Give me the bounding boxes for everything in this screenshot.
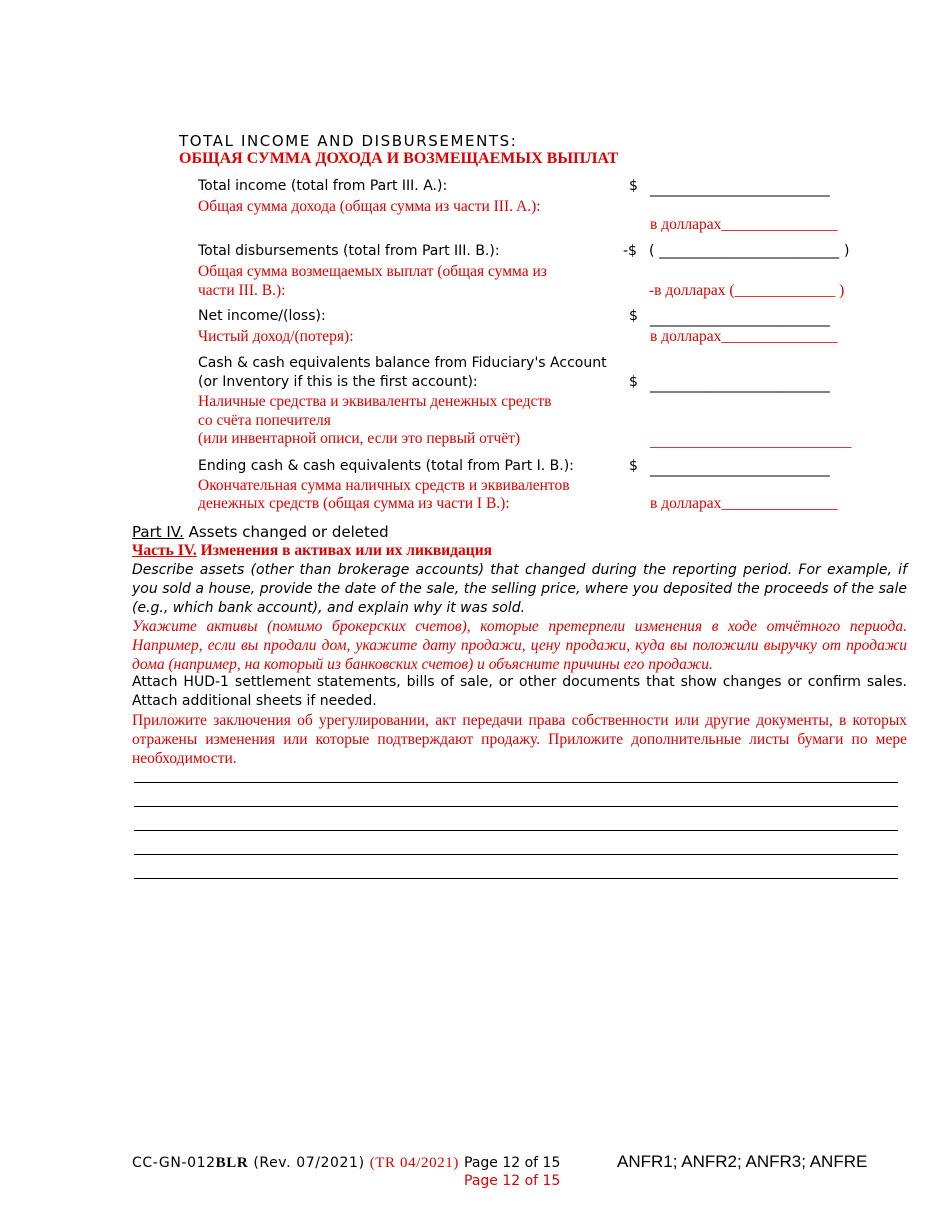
part4-attach-en: Attach HUD-1 settlement statements, bills of sale, or other documents that show changes or confirm sales. Attach additional sheets if needed. — [132, 674, 907, 709]
part4-label-en: Part IV. — [132, 523, 184, 541]
part4-attach-ru: Приложите заключения об урегулировании, акт передачи права собственности или другие документы, в которых отражены изменения или которые подтверждают продажу. Приложите дополнительные листы бумаги по мере необходимости. — [132, 712, 907, 767]
net-income-label-ru: Чистый доход/(потеря): — [198, 328, 354, 345]
total-disbursements-label-ru-1: Общая сумма возмещаемых выплат (общая сумма из — [198, 263, 547, 280]
page-number-en: Page 12 of 15 — [464, 1155, 561, 1171]
total-disbursements-field-ru: -в долларах (_____________ ) — [649, 282, 845, 299]
answer-line[interactable] — [134, 830, 898, 831]
total-disbursements-label-ru-2: части III. B.): — [198, 282, 286, 299]
part4-title-text-ru: Изменения в активах или их ликвидация — [196, 542, 493, 559]
part4-title-en — [132, 523, 389, 541]
dollar-sign: $ — [629, 458, 638, 474]
ending-cash-label-ru-2: денежных средств (общая сумма из части I B.): — [198, 495, 510, 512]
cash-balance-label-en-2: (or Inventory if this is the first account): — [198, 374, 478, 390]
cash-balance-label-en-1: Cash & cash equivalents balance from Fiduciary's Account — [198, 355, 607, 371]
part4-label-ru: Часть IV. — [132, 542, 197, 559]
dollar-sign: $ — [629, 178, 638, 194]
totals-heading-ru: ОБЩАЯ СУММА ДОХОДА И ВОЗМЕЩАЕМЫХ ВЫПЛАТ — [179, 150, 619, 167]
answer-line[interactable] — [134, 806, 898, 807]
minus-dollar-sign: -$ — [623, 243, 637, 259]
part4-title-ru — [132, 542, 492, 560]
part4-title-text-en: Assets changed or deleted — [183, 523, 389, 541]
total-income-label-ru: Общая сумма дохода (общая сумма из части III. A.): — [198, 198, 541, 215]
form-revision: (Rev. 07/2021) — [248, 1155, 370, 1171]
cash-balance-field-ru: __________________________ — [650, 433, 852, 450]
total-income-field[interactable]: _________________________ — [650, 181, 830, 197]
cash-balance-label-ru-3: (или инвентарной описи, если это первый отчёт) — [198, 430, 521, 447]
net-income-field-ru: в долларах_______________ — [650, 328, 838, 345]
part4-describe-en: Describe assets (other than brokerage accounts) that changed during the reporting period. For example, if you sold a house, provide the date of the sale, the selling price, where you deposited the proceeds of the sale (e.g., which bank account), and explain why it was sold. — [132, 562, 907, 616]
form-translation-date: (TR 04/2021) — [369, 1155, 459, 1171]
ending-cash-field[interactable]: _________________________ — [650, 461, 830, 477]
form-id — [132, 1155, 459, 1172]
cash-balance-label-ru-1: Наличные средства и эквиваленты денежных средств — [198, 393, 552, 410]
net-income-field[interactable]: _________________________ — [650, 311, 830, 327]
dollar-sign: $ — [629, 308, 638, 324]
cash-balance-label-ru-2: со счёта попечителя — [198, 412, 331, 429]
total-disbursements-field[interactable]: ( _________________________ ) — [649, 243, 850, 259]
part4-describe-ru: Укажите активы (помимо брокерских счетов), которые претерпели изменения в ходе отчётного периода. Например, если вы продали дом, укажите дату продажи, цену продажи, куда вы положили выручку от продажи дома (например, на который из банковских счетов) и объясните причины его продажи. — [132, 618, 907, 673]
total-income-field-ru: в долларах_______________ — [650, 216, 838, 233]
ending-cash-label-en: Ending cash & cash equivalents (total from Part I. B.): — [198, 458, 574, 474]
answer-line[interactable] — [134, 878, 898, 879]
answer-line[interactable] — [134, 854, 898, 855]
total-income-label-en: Total income (total from Part III. A.): — [198, 178, 448, 194]
dollar-sign: $ — [629, 374, 638, 390]
totals-heading-en: TOTAL INCOME AND DISBURSEMENTS: — [179, 132, 518, 150]
ending-cash-label-ru-1: Окончательная сумма наличных средств и эквивалентов — [198, 477, 570, 494]
answer-line[interactable] — [134, 782, 898, 783]
form-codes: ANFR1; ANFR2; ANFR3; ANFRE — [617, 1152, 868, 1171]
cash-balance-field[interactable]: _________________________ — [650, 377, 830, 393]
total-disbursements-label-en: Total disbursements (total from Part III. B.): — [198, 243, 500, 259]
ending-cash-field-ru: в долларах_______________ — [650, 495, 838, 512]
page-number-ru: Page 12 of 15 — [464, 1173, 561, 1189]
form-suffix: BLR — [215, 1155, 249, 1171]
form-code: CC-GN-012 — [132, 1155, 216, 1171]
net-income-label-en: Net income/(loss): — [198, 308, 326, 324]
